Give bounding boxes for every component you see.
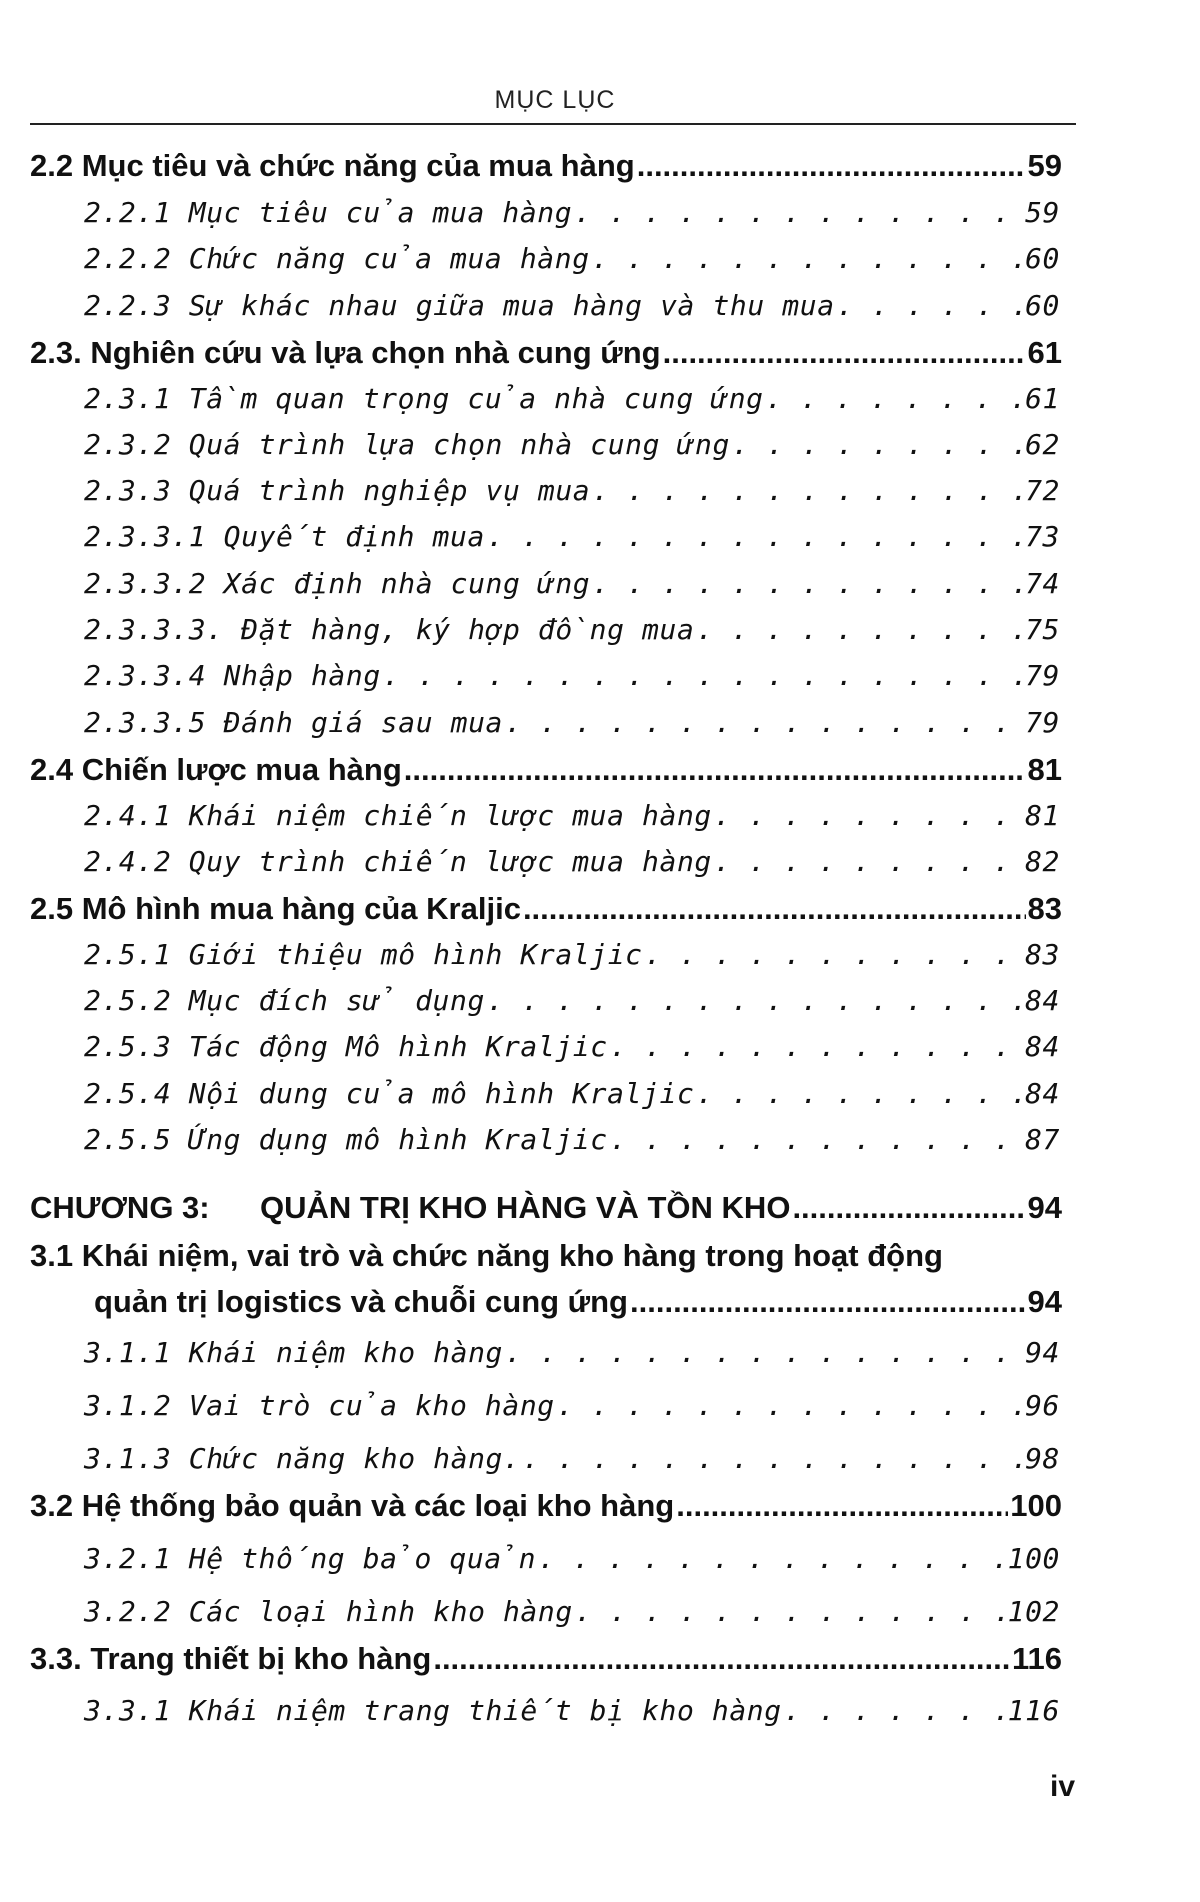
toc-entry-page: 59 bbox=[1025, 196, 1060, 229]
dot-leader bbox=[487, 520, 1023, 553]
dot-leader bbox=[523, 891, 1026, 927]
dot-leader bbox=[663, 335, 1026, 371]
toc-entry[interactable] bbox=[84, 613, 1060, 646]
toc-entry[interactable] bbox=[94, 1284, 1062, 1320]
toc-entry-title: 3.2.1 Hệ thống bảo quản bbox=[84, 1542, 537, 1575]
toc-entry[interactable] bbox=[84, 382, 1060, 415]
toc-entry[interactable] bbox=[84, 799, 1060, 832]
toc-entry[interactable] bbox=[84, 1442, 1060, 1475]
dot-leader bbox=[676, 1488, 1008, 1524]
dot-leader bbox=[630, 1284, 1026, 1320]
toc-entry-title: 2.3.3.1 Quyết định mua bbox=[84, 520, 485, 553]
toc-entry[interactable] bbox=[84, 706, 1060, 739]
toc-entry-page: 100 bbox=[1007, 1542, 1060, 1575]
toc-entry[interactable] bbox=[84, 289, 1060, 322]
dot-leader bbox=[637, 148, 1026, 184]
dot-leader bbox=[645, 938, 1023, 971]
toc-entry-title: 3.1.1 Khái niệm kho hàng bbox=[84, 1336, 503, 1369]
toc-entry[interactable] bbox=[84, 520, 1060, 553]
toc-entry-page: 83 bbox=[1027, 891, 1062, 926]
toc-entry-title: 2.2.1 Mục tiêu của mua hàng bbox=[84, 196, 573, 229]
toc-entry-page: 61 bbox=[1025, 382, 1060, 415]
dot-leader bbox=[575, 1595, 1006, 1628]
dot-leader bbox=[714, 845, 1023, 878]
running-header: MỤC LỤC bbox=[494, 86, 616, 114]
toc-entry[interactable] bbox=[84, 1336, 1060, 1369]
toc-entry-title: 3.2.2 Các loại hình kho hàng bbox=[84, 1595, 573, 1628]
toc-entry-title: 2.4.2 Quy trình chiến lược mua hàng bbox=[84, 845, 712, 878]
dot-leader bbox=[592, 242, 1023, 275]
toc-entry-page: 79 bbox=[1025, 659, 1060, 692]
toc-entry-page: 116 bbox=[1011, 1641, 1062, 1676]
toc-entry-title: 2.3.2 Quá trình lựa chọn nhà cung ứng bbox=[84, 428, 730, 461]
toc-entry-page: 98 bbox=[1025, 1442, 1060, 1475]
toc-entry-page: 82 bbox=[1025, 845, 1060, 878]
toc-entry-page: 83 bbox=[1025, 938, 1060, 971]
toc-entry-page: 74 bbox=[1025, 567, 1060, 600]
dot-leader bbox=[487, 984, 1023, 1017]
toc-entry-title: quản trị logistics và chuỗi cung ứng bbox=[94, 1284, 628, 1319]
toc-entry[interactable] bbox=[84, 1077, 1060, 1110]
toc-entry[interactable] bbox=[84, 242, 1060, 275]
toc-entry[interactable] bbox=[84, 659, 1060, 692]
toc-entry-title: 2.2 Mục tiêu và chức năng của mua hàng bbox=[30, 148, 635, 183]
dot-leader bbox=[610, 1030, 1023, 1063]
dot-leader bbox=[557, 1389, 1023, 1422]
toc-entry-title: 2.5 Mô hình mua hàng của Kraljic bbox=[30, 891, 521, 926]
toc-entry[interactable] bbox=[84, 984, 1060, 1017]
chapter-number: CHƯƠNG 3: bbox=[30, 1190, 210, 1225]
toc-entry-page: 75 bbox=[1025, 613, 1060, 646]
dot-leader bbox=[404, 752, 1026, 788]
dot-leader bbox=[433, 1641, 1010, 1677]
dot-leader bbox=[714, 799, 1023, 832]
toc-entry-page: 79 bbox=[1025, 706, 1060, 739]
toc-entry-title: 3.3. Trang thiết bị kho hàng bbox=[30, 1641, 432, 1676]
toc-entry-page: 96 bbox=[1025, 1389, 1060, 1422]
toc-entry-title: 2.5.2 Mục đích sử dụng bbox=[84, 984, 485, 1017]
toc-entry-title: 2.3. Nghiên cứu và lựa chọn nhà cung ứng bbox=[30, 335, 661, 370]
toc-entry-page: 116 bbox=[1007, 1694, 1060, 1727]
dot-leader bbox=[732, 428, 1023, 461]
toc-entry-page: 84 bbox=[1025, 1030, 1060, 1063]
toc-entry-title: 2.2.2 Chức năng của mua hàng bbox=[84, 242, 590, 275]
toc-entry-page: 73 bbox=[1025, 520, 1060, 553]
toc-entry-page: 81 bbox=[1027, 752, 1062, 787]
toc-entry[interactable] bbox=[84, 1123, 1060, 1156]
dot-leader bbox=[592, 567, 1023, 600]
dot-leader bbox=[784, 1694, 1006, 1727]
toc-entry[interactable] bbox=[84, 938, 1060, 971]
dot-leader bbox=[505, 706, 1023, 739]
toc-entry[interactable] bbox=[30, 891, 1062, 927]
toc-entry-page: 72 bbox=[1025, 474, 1060, 507]
toc-entry-title: 3.3.1 Khái niệm trang thiết bị kho hàng bbox=[84, 1694, 782, 1727]
dot-leader bbox=[505, 1336, 1023, 1369]
dot-leader bbox=[383, 659, 1023, 692]
toc-entry-page: 81 bbox=[1025, 799, 1060, 832]
toc-entry-title: 2.5.5 Ứng dụng mô hình Kraljic bbox=[84, 1123, 608, 1156]
toc-entry[interactable] bbox=[30, 1488, 1062, 1524]
toc-entry-page: 84 bbox=[1025, 1077, 1060, 1110]
toc-entry-page: 94 bbox=[1027, 1190, 1062, 1225]
toc-entry-title: 2.3.1 Tầm quan trọng của nhà cung ứng bbox=[84, 382, 764, 415]
toc-entry[interactable] bbox=[84, 1542, 1060, 1575]
toc-entry[interactable] bbox=[84, 474, 1060, 507]
toc-entry[interactable] bbox=[30, 1641, 1062, 1677]
toc-entry-title: QUẢN TRỊ KHO HÀNG VÀ TỒN KHO bbox=[260, 1190, 791, 1225]
toc-entry-title: 2.5.1 Giới thiệu mô hình Kraljic bbox=[84, 938, 643, 971]
toc-entry-page: 94 bbox=[1027, 1284, 1062, 1319]
toc-entry-title: 2.3.3.3. Đặt hàng, ký hợp đồng mua bbox=[84, 613, 695, 646]
dot-leader bbox=[837, 289, 1023, 322]
dot-leader bbox=[696, 1077, 1023, 1110]
toc-entry[interactable] bbox=[84, 845, 1060, 878]
toc-entry-title: 2.4.1 Khái niệm chiến lược mua hàng bbox=[84, 799, 712, 832]
toc-entry-page: 94 bbox=[1025, 1336, 1060, 1369]
toc-entry[interactable] bbox=[30, 752, 1062, 788]
header-rule bbox=[30, 123, 1076, 125]
toc-entry-title: 2.2.3 Sự khác nhau giữa mua hàng và thu mua bbox=[84, 289, 835, 322]
toc-entry-title: 3.1.2 Vai trò của kho hàng bbox=[84, 1389, 555, 1422]
toc-entry[interactable] bbox=[84, 196, 1060, 229]
toc-entry[interactable] bbox=[84, 1030, 1060, 1063]
toc-entry-title: 3.2 Hệ thống bảo quản và các loại kho hàng bbox=[30, 1488, 675, 1523]
toc-entry[interactable] bbox=[84, 1595, 1060, 1628]
page-number: iv bbox=[1050, 1770, 1076, 1803]
toc-entry-page: 59 bbox=[1027, 148, 1062, 183]
toc-entry[interactable] bbox=[84, 567, 1060, 600]
toc-entry-page: 84 bbox=[1025, 984, 1060, 1017]
toc-entry-page: 100 bbox=[1010, 1488, 1062, 1523]
toc-entry-title: 2.4 Chiến lược mua hàng bbox=[30, 752, 402, 787]
toc-entry-title: 2.3.3 Quá trình nghiệp vụ mua bbox=[84, 474, 591, 507]
dot-leader bbox=[538, 1542, 1006, 1575]
toc-entry[interactable] bbox=[30, 148, 1062, 184]
toc-entry-title: 2.5.3 Tác động Mô hình Kraljic bbox=[84, 1030, 608, 1063]
toc-entry-title: 3.1.3 Chức năng kho hàng. bbox=[84, 1442, 521, 1475]
toc-entry-page: 60 bbox=[1025, 242, 1060, 275]
toc-entry-title: 2.3.3.5 Đánh giá sau mua bbox=[84, 706, 503, 739]
toc-entry-page: 87 bbox=[1025, 1123, 1060, 1156]
toc-entry-title: 2.5.4 Nội dung của mô hình Kraljic bbox=[84, 1077, 695, 1110]
toc-entry-page: 102 bbox=[1007, 1595, 1060, 1628]
toc-entry-page: 60 bbox=[1025, 289, 1060, 322]
dot-leader bbox=[522, 1442, 1023, 1475]
toc-entry[interactable] bbox=[84, 1694, 1060, 1727]
toc-entry-title-line: 3.1 Khái niệm, vai trò và chức năng kho hàng trong hoạt động bbox=[30, 1238, 943, 1273]
toc-entry[interactable] bbox=[30, 335, 1062, 371]
toc-entry-page: 62 bbox=[1025, 428, 1060, 461]
toc-chapter[interactable] bbox=[30, 1190, 1062, 1226]
toc-entry-title: 2.3.3.4 Nhập hàng bbox=[84, 659, 381, 692]
dot-leader bbox=[766, 382, 1023, 415]
dot-leader bbox=[792, 1190, 1025, 1226]
dot-leader bbox=[610, 1123, 1023, 1156]
toc-entry[interactable] bbox=[84, 1389, 1060, 1422]
dot-leader bbox=[592, 474, 1023, 507]
toc-entry-page: 61 bbox=[1027, 335, 1062, 370]
dot-leader bbox=[574, 196, 1023, 229]
toc-entry-title: 2.3.3.2 Xác định nhà cung ứng bbox=[84, 567, 591, 600]
toc-entry[interactable] bbox=[84, 428, 1060, 461]
dot-leader bbox=[696, 613, 1023, 646]
